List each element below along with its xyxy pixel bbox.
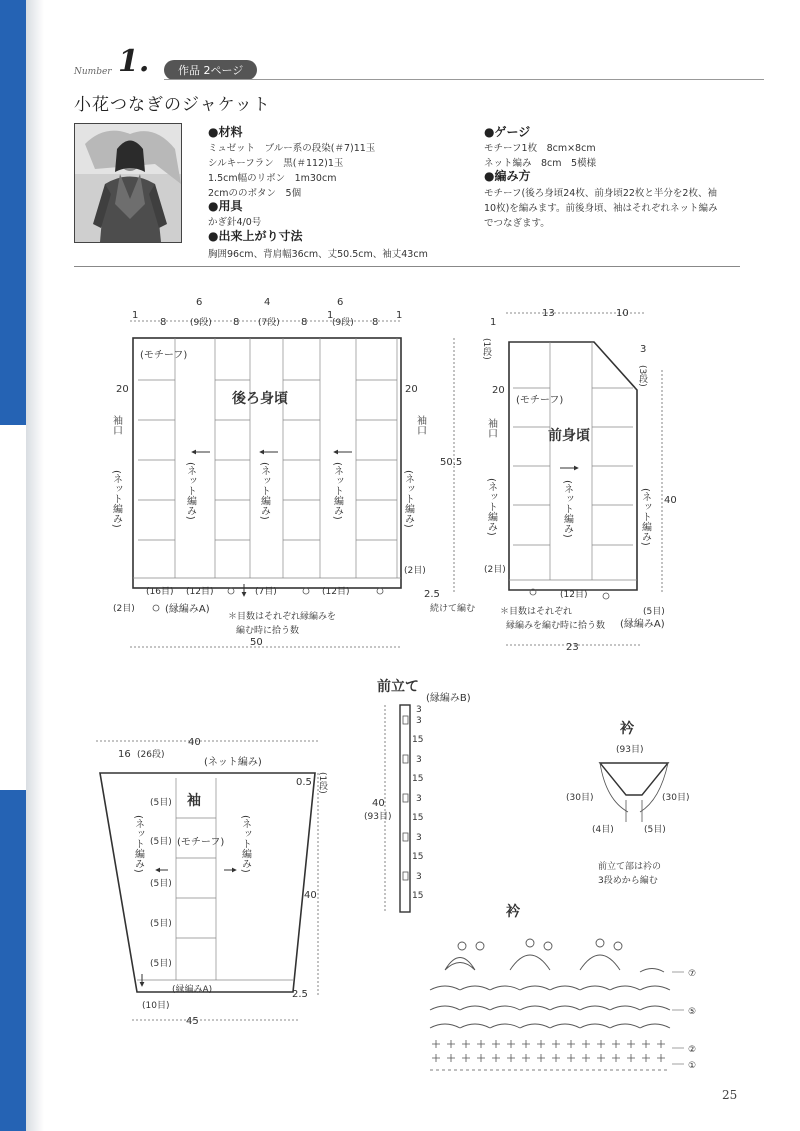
sleeve-five: (5目) <box>150 798 172 808</box>
back-continue: 続けて編む <box>430 604 476 614</box>
collar-st93: (93目) <box>616 745 644 755</box>
front-d1: 1 <box>490 317 497 328</box>
back-dim-text: (7段) <box>258 318 280 328</box>
front-panel-title: 前身頃 <box>548 428 590 444</box>
front-w10: 10 <box>616 308 629 319</box>
back-bottom-count: (16目) <box>146 587 174 597</box>
sleeve-five: (5目) <box>150 959 172 969</box>
sleeve-d05: 0.5 <box>296 777 312 788</box>
back-dim-text: 8 <box>372 317 379 328</box>
sleeve-ten: (10目) <box>142 1001 170 1011</box>
back-dim-text: 8 <box>301 317 308 328</box>
band-dim: 3 <box>416 833 422 843</box>
front-two: (2目) <box>484 565 506 575</box>
back-dim-text: 1 <box>132 310 139 321</box>
band-dim: 3 <box>416 705 422 715</box>
back-net-right: (ネット編み) <box>402 470 414 528</box>
collar-note: 3段めから編む <box>598 876 658 886</box>
materials-line: シルキーフラン 黒(＃112)1玉 <box>208 158 344 169</box>
page-number: 25 <box>722 1088 738 1102</box>
front-panel-diagram <box>481 308 677 653</box>
sleeve-w16: 16 <box>118 749 131 760</box>
collar-title: 衿 <box>620 721 634 737</box>
pattern-number: 1. <box>118 44 150 79</box>
method-line: でつなぎます。 <box>484 218 550 229</box>
sleeve-five: (5目) <box>150 919 172 929</box>
back-dim-text: (9段) <box>332 318 354 328</box>
band-dim: 3 <box>416 755 422 765</box>
sleeve-net-left: (ネット編み) <box>132 815 144 873</box>
back-height: 50.5 <box>440 457 463 468</box>
back-panel-diagram <box>111 297 476 648</box>
sleeve-row1: (1段) <box>317 772 327 794</box>
sleeve-five: (5目) <box>150 879 172 889</box>
collar-st5: (5目) <box>644 825 666 835</box>
band-dim: 15 <box>412 735 424 745</box>
sleeve-five: (5目) <box>150 837 172 847</box>
band-dim: 15 <box>412 774 424 784</box>
row-mark: ⑤ <box>688 1007 697 1017</box>
back-width: 50 <box>250 637 263 648</box>
back-bottom-count: (7目) <box>255 587 277 597</box>
front-edge-label: (縁編みA) <box>620 619 665 630</box>
sleeve-rows26: (26段) <box>137 750 165 760</box>
back-net-left: (ネット編み) <box>110 470 122 528</box>
gauge-line: モチーフ1枚 8cm×8cm <box>484 143 596 154</box>
front-band-title: 前立て <box>377 679 419 695</box>
front-d3: 3 <box>640 344 647 355</box>
band-dim: 3 <box>416 716 422 726</box>
page-title: 小花つなぎのジャケット <box>74 95 271 115</box>
back-cuff-right: 袖口 <box>414 415 426 435</box>
gauge-heading: ●ゲージ <box>484 125 531 139</box>
back-note: ＊目数はそれぞれ縁編みを <box>228 612 337 622</box>
back-dim-text: 6 <box>337 297 344 308</box>
back-dim-text: 4 <box>264 297 271 308</box>
collar-chart-title: 衿 <box>506 904 520 920</box>
front-row3: (3段) <box>637 365 647 387</box>
front-motif-label: (モチーフ) <box>516 395 564 406</box>
materials-line: 2cmののボタン 5個 <box>208 188 302 199</box>
sleeve-w45: 45 <box>186 1016 199 1027</box>
back-edge-label: (縁編みA) <box>165 604 210 615</box>
back-two-right: (2目) <box>404 566 426 576</box>
sleeve-net-top: (ネット編み) <box>204 757 262 768</box>
front-note: ＊目数はそれぞれ <box>500 607 573 617</box>
row-mark: ⑦ <box>688 969 697 979</box>
front-note: 縁編みを編む時に拾う数 <box>506 621 606 631</box>
materials-line: ミュゼット ブルー系の段染(＃7)11玉 <box>208 143 376 154</box>
back-cuff-left: 袖口 <box>110 415 122 435</box>
front-net-col: (ネット編み) <box>561 480 573 538</box>
back-net-col: (ネット編み) <box>331 462 343 520</box>
method-line: 10枚)を編みます。前後身頃、袖はそれぞれネット編み <box>484 203 718 214</box>
band-dim: 15 <box>412 813 424 823</box>
materials-heading: ●材料 <box>208 125 243 139</box>
finished-size-line: 胸囲96cm、背肩幅36cm、丈50.5cm、袖丈43cm <box>208 249 428 260</box>
back-dim-text: (9段) <box>190 318 212 328</box>
back-two-left: (2目) <box>113 604 135 614</box>
row-mark: ② <box>688 1045 697 1055</box>
back-note: 編む時に拾う数 <box>236 626 300 636</box>
materials-line: 1.5cm幅のリボン 1m30cm <box>208 173 337 184</box>
sleeve-edge-label: (縁編みA) <box>172 985 213 995</box>
band-dim: 3 <box>416 794 422 804</box>
collar-note: 前立て部は衿の <box>598 862 662 872</box>
back-dim-text: 1 <box>327 310 334 321</box>
collar-st4: (4目) <box>592 825 614 835</box>
back-left-20: 20 <box>116 384 129 395</box>
sleeve-diagram <box>96 737 328 1027</box>
row-mark: ① <box>688 1061 697 1071</box>
sleeve-h40: 40 <box>304 890 317 901</box>
band-dim: 3 <box>416 872 422 882</box>
back-net-col: (ネット編み) <box>184 462 196 520</box>
collar-st30-left: (30目) <box>566 793 594 803</box>
band-st93: (93目) <box>364 812 392 822</box>
number-label: Number <box>74 67 112 77</box>
front-net-right: (ネット編み) <box>639 488 651 546</box>
back-dim-text: 8 <box>233 317 240 328</box>
collar-diagram <box>566 720 689 886</box>
tools-heading: ●用具 <box>208 199 243 213</box>
front-cuff: 袖口 <box>485 418 497 438</box>
finished-size-heading: ●出来上がり寸法 <box>208 229 303 243</box>
front-width: 23 <box>566 642 579 653</box>
sleeve-d25: 2.5 <box>292 989 308 1000</box>
sleeve-w40: 40 <box>188 737 201 748</box>
method-heading: ●編み方 <box>484 169 531 183</box>
front-five: (5目) <box>643 607 665 617</box>
page-reference-tag: 作品 2ページ <box>164 60 257 80</box>
sleeve-title: 袖 <box>187 793 201 809</box>
back-bottom-count: (12目) <box>186 587 214 597</box>
tools-line: かぎ針4/0号 <box>208 217 262 228</box>
back-bottom-count: (12目) <box>322 587 350 597</box>
gauge-line: ネット編み 8cm 5模様 <box>484 158 597 169</box>
back-motif-label: (モチーフ) <box>140 350 188 361</box>
back-dim-text: 1 <box>396 310 403 321</box>
sleeve-motif-label: (モチーフ) <box>177 837 225 848</box>
back-panel-title: 後ろ身頃 <box>232 391 288 407</box>
collar-st30-right: (30目) <box>662 793 690 803</box>
band-dim: 15 <box>412 852 424 862</box>
band-h40: 40 <box>372 798 385 809</box>
band-dim: 15 <box>412 891 424 901</box>
back-net-col: (ネット編み) <box>258 462 270 520</box>
back-dim-text: 8 <box>160 317 167 328</box>
front-twelve: (12目) <box>560 590 588 600</box>
method-line: モチーフ(後ろ身頃24枚、前身頃22枚と半分を2枚、袖 <box>484 188 717 199</box>
front-d20: 20 <box>492 385 505 396</box>
back-d25: 2.5 <box>424 589 440 600</box>
front-h40: 40 <box>664 495 677 506</box>
front-band-diagram <box>364 678 471 912</box>
collar-stitch-chart <box>430 903 696 1071</box>
back-right-20: 20 <box>405 384 418 395</box>
sleeve-net-right: (ネット編み) <box>239 815 251 873</box>
front-row1: (1段) <box>481 338 491 360</box>
front-w13: 13 <box>542 308 555 319</box>
front-net-left: (ネット編み) <box>485 478 497 536</box>
front-band-edge: (縁編みB) <box>426 693 471 704</box>
back-dim-text: 6 <box>196 297 203 308</box>
